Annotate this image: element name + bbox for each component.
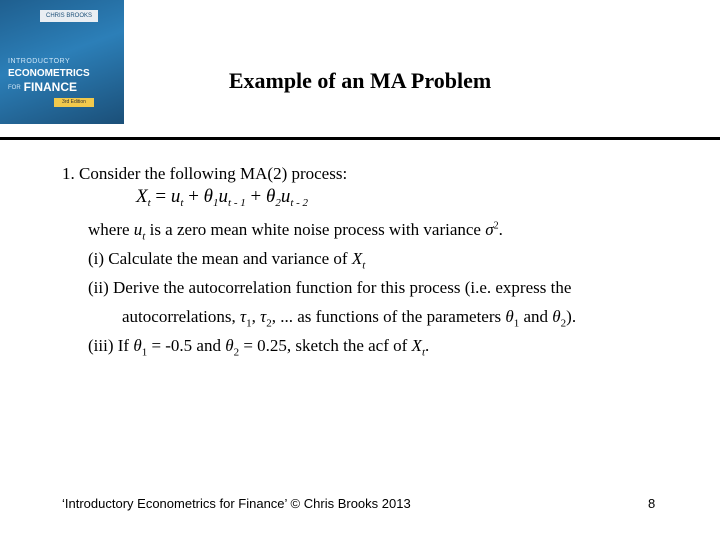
sigma-sup: 2 xyxy=(493,220,499,232)
theta1-symbol: θ xyxy=(505,307,514,326)
where-var-u: u xyxy=(133,220,143,239)
p3-end: . xyxy=(425,336,430,355)
tau1-symbol: τ xyxy=(240,307,247,326)
eq-u3: u xyxy=(280,186,291,207)
theta2-sub: 2 xyxy=(560,317,567,330)
part-ii-end: ). xyxy=(566,307,577,326)
book-title-line1: INTRODUCTORY xyxy=(8,58,71,65)
page-number: 8 xyxy=(648,496,656,511)
eq-u2-sub: t - 1 xyxy=(228,197,246,209)
book-title-finance: FINANCE xyxy=(23,80,78,94)
eq-u3-sub: t - 2 xyxy=(290,197,309,209)
tau2-symbol: τ xyxy=(260,307,267,326)
p3-x-var: X xyxy=(411,336,422,355)
part-ii-line2 xyxy=(122,307,576,329)
book-cover-image xyxy=(0,0,124,124)
tau1-sub: 1 xyxy=(246,317,252,330)
eq-u1-sub: t xyxy=(180,197,184,209)
p3-val1: = -0.5 and xyxy=(147,336,226,355)
where-text-a: where xyxy=(88,220,134,239)
eq-theta2: θ xyxy=(265,186,276,207)
p3-theta2-sub: 2 xyxy=(233,346,240,359)
footer-copyright: ‘Introductory Econometrics for Finance’ © Chris Brooks 2013 xyxy=(62,496,411,511)
and-text: and xyxy=(519,307,553,326)
theta1-sub: 1 xyxy=(513,317,520,330)
eq-lhs: X xyxy=(136,186,148,207)
book-title-line2: ECONOMETRICS xyxy=(8,68,90,79)
part-i-line xyxy=(88,249,365,271)
p3-theta1-sub: 1 xyxy=(141,346,148,359)
book-author-tag: CHRIS BROOKS xyxy=(40,10,98,22)
theta2-symbol: θ xyxy=(552,307,561,326)
p3-x-sub: t xyxy=(421,346,425,359)
part-i-sub: t xyxy=(362,259,366,272)
tau-sep: , xyxy=(251,307,261,326)
part-i-text: (i) Calculate the mean and variance of xyxy=(88,249,352,268)
part-i-var: X xyxy=(351,249,363,268)
ma2-equation xyxy=(136,186,308,209)
where-end: . xyxy=(498,220,503,239)
where-text-b: is a zero mean white noise process with variance xyxy=(145,220,486,239)
title-divider xyxy=(0,137,720,140)
book-title-line3 xyxy=(8,80,77,94)
p3-theta2-symbol: θ xyxy=(225,336,234,355)
where-line xyxy=(88,220,503,242)
p3-val2: = 0.25, sketch the acf of xyxy=(239,336,412,355)
where-var-sub: t xyxy=(142,230,146,243)
sigma-symbol: σ xyxy=(485,220,494,239)
part-iii-text-a: (iii) If xyxy=(88,336,134,355)
book-edition-badge: 3rd Edition xyxy=(54,98,94,107)
book-title-for: FOR xyxy=(8,84,21,91)
eq-theta2-sub: 2 xyxy=(275,197,281,209)
eq-lhs-sub: t xyxy=(147,197,151,209)
eq-theta1-sub: 1 xyxy=(213,197,219,209)
slide-title: Example of an MA Problem xyxy=(228,68,492,93)
eq-plus1: + xyxy=(183,186,204,207)
p3-theta1-symbol: θ xyxy=(133,336,142,355)
eq-equals: = xyxy=(150,186,171,207)
part-ii-text-b: , ... as functions of the parameters xyxy=(271,307,506,326)
part-ii-text-a: autocorrelations, xyxy=(122,307,241,326)
eq-theta1: θ xyxy=(203,186,214,207)
tau2-sub: 2 xyxy=(266,317,272,330)
eq-u1: u xyxy=(170,186,181,207)
item-1-text: 1. Consider the following MA(2) process: xyxy=(62,164,348,183)
part-iii-line xyxy=(88,336,429,358)
part-ii-line1: (ii) Derive the autocorrelation function for this process (i.e. express the xyxy=(88,278,572,297)
eq-u2: u xyxy=(218,186,229,207)
eq-plus2: + xyxy=(245,186,266,207)
